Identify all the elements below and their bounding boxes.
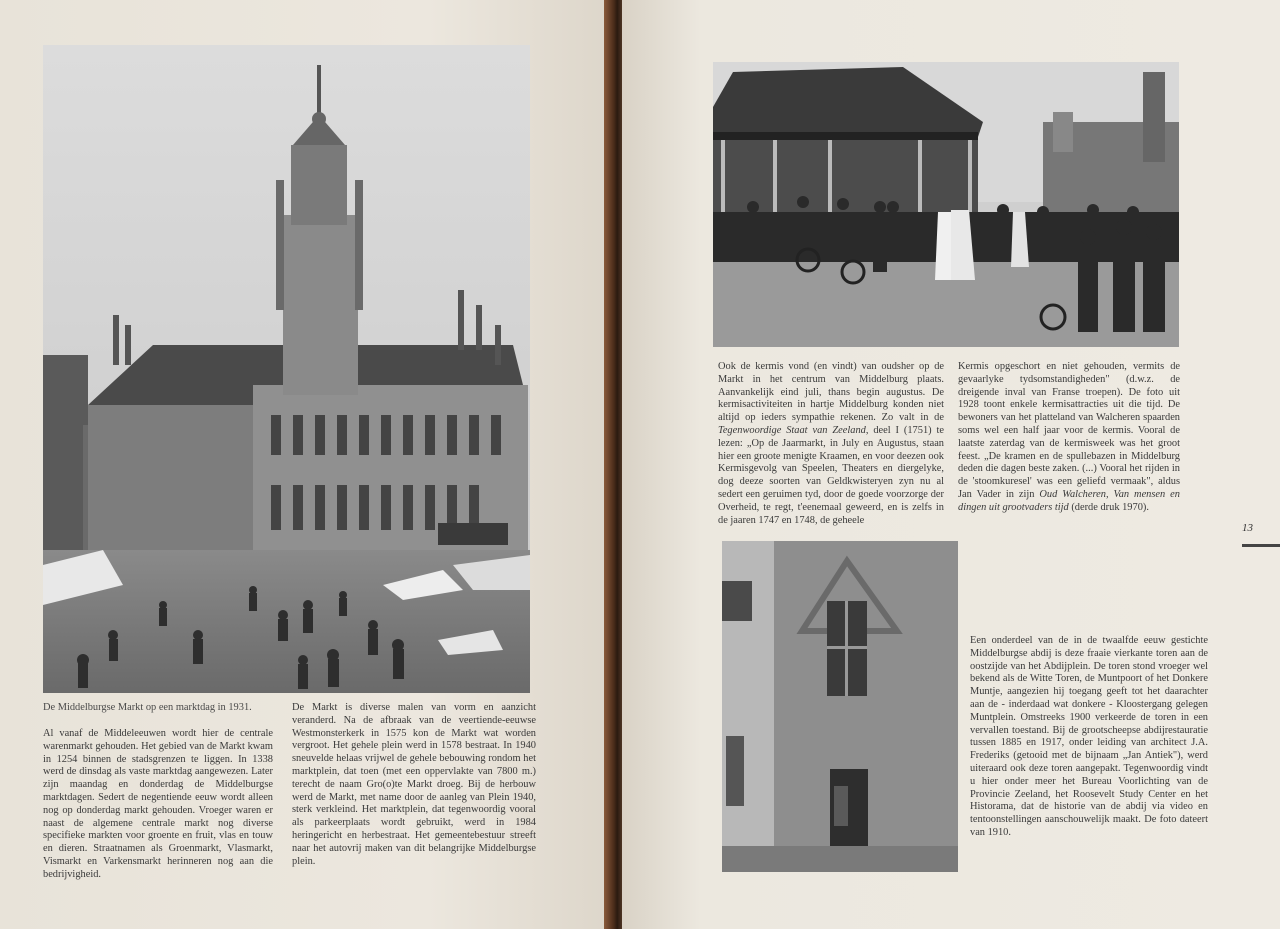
left-column-1 — [43, 728, 273, 882]
fair-carousel-photo — [713, 62, 1179, 347]
left-column-2 — [292, 702, 536, 868]
right-top-column-1 — [718, 361, 944, 527]
fair-quote-source: Oud Walcheren, Van mensen en dingen uit grootvaders tijd — [958, 488, 1180, 513]
right-top-column-2 — [958, 361, 1180, 515]
caption-text: De Middelburgse Markt op een marktdag in 1931. — [43, 702, 252, 713]
page-number-rule — [1242, 544, 1280, 547]
right-bottom-text — [970, 635, 1208, 840]
abbey-tower-photo — [722, 541, 958, 872]
market-square-photo — [43, 45, 530, 693]
abbey-tower-text: Een onderdeel van de in de twaalfde eeuw gestichte Middelburgse abdij is deze fraaie vierkante toren aan de oostzijde van het Abdijplein. De toren stond vroeger wel bekend als de Witte Toren, de Muntpoort of het Donkere Muntje, aangezien hij toegang geeft tot het daarachter aan de - inderdaad wat donkere - Kloostergang gelegen Muntplein. Omstreeks 1900 verkeerde de toren in een vervallen toestand. Bij de grootscheepse abdijrestauratie tussen 1885 en 1917, onder leiding van architect J.A. Frederiks (getooid met de bijnaam „Jan Antiek"), werd uiteraard ook deze toren aangepakt. Tegenwoordig vindt u hier onder meer het Bureau Voorlichting van de Provincie Zeeland, het Roosevelt Study Center en het Historama, dat de historie van de abdij via video en tentoonstellingen aanschouwelijk maakt. De foto dateert van 1910. — [970, 635, 1208, 838]
market-photo-caption — [43, 702, 273, 715]
left-column-2-text: De Markt is diverse malen van vorm en aanzicht veranderd. Na de afbraak van de veertiende-eeuwse Westmonsterkerk in 1575 kon de Markt wat worden vergroot. Het gehele plein werd in 1578 bestraat. In 1940 sneuvelde helaas vrijwel de gehele bebouwing rondom het marktplein, dat toen (met een oppervlakte van 7800 m.) terecht de naam Gro(o)te Markt droeg. Bij de herbouw werd de Markt, met name door de aanleg van Plein 1940, sterk verkleind. Het marktplein, dat tegenwoordig vooral als parkeerplaats wordt gebruikt, werd in 1984 heringericht en herbestraat. Het gemeentebestuur streeft naar het autovrij maken van dit belangrijke Middelburgse plein. — [292, 702, 536, 867]
left-page — [0, 0, 612, 929]
fair-book-title: Tegenwoordige Staat van Zeeland — [718, 424, 866, 436]
fair-text-2b: (derde druk 1970). — [1068, 501, 1149, 513]
fair-text-1b: , deel I (1751) te lezen: „Op de Jaarmarkt, in July en Augustus, staan hier een groote menigte Kraamen, en voor deezen ook Kermisgevolg van Speelen, Theaters en diergelyke, dog deeze soorten van Geldkwisteryen zyn nu al sedert een geruimen tyd, door de goede voorzorge der Overheid, te regt, t'eenemaal geweerd, en is zelfs in de jaaren 1747 en 1748, de geheele — [718, 424, 944, 526]
fair-text-1a: Ook de kermis vond (en vindt) van oudsher op de Markt in het centrum van Middelburg plaats. Aanvankelijk eind juli, thans begin augustus. De kermisactiviteiten in hartje Middelburg konden niet altijd op ieders sympathie rekenen. Zo valt in de — [718, 361, 944, 424]
fair-text-2a: Kermis opgeschort en niet gehouden, vermits de gevaarlyke tydsomstandigheden" (d.w.z. de dreigende inval van Franse troepen). De foto uit 1928 toont enkele kermisattracties uit die tijd. De bewoners van het platteland van Walcheren spaarden soms wel een half jaar voor de kermis. Vooral de laatste zaterdag van de kermisweek was het groot feest. „De kramen en de spullebazen in Middelburg deden die dagen beste zaken. (...) Vooral het rijden in de 'stoomkuresel' was een geliefd vermaak", aldus Jan Vader in zijn — [958, 361, 1180, 500]
right-page — [622, 0, 1280, 929]
page-number: 13 — [1242, 522, 1253, 534]
left-column-1-text: Al vanaf de Middeleeuwen wordt hier de centrale warenmarkt gehouden. Het gebied van de Markt kwam in 1254 binnen de stadsgrenzen te liggen. In 1338 werd de dinsdag als vaste marktdag aangewezen. Later zijn maandag en donderdag de Middelburgse marktdagen. Sedert de negentiende eeuw wordt alleen nog op donderdag markt gehouden. Vroeger waren er naast de algemene centrale markt nog diverse specifieke markten voor groente en fruit, vlas en touw en dieren. Straatnamen als Groenmarkt, Vlasmarkt, Vismarkt en Varkensmarkt herinneren nog aan die bedrijvigheid. — [43, 728, 273, 880]
